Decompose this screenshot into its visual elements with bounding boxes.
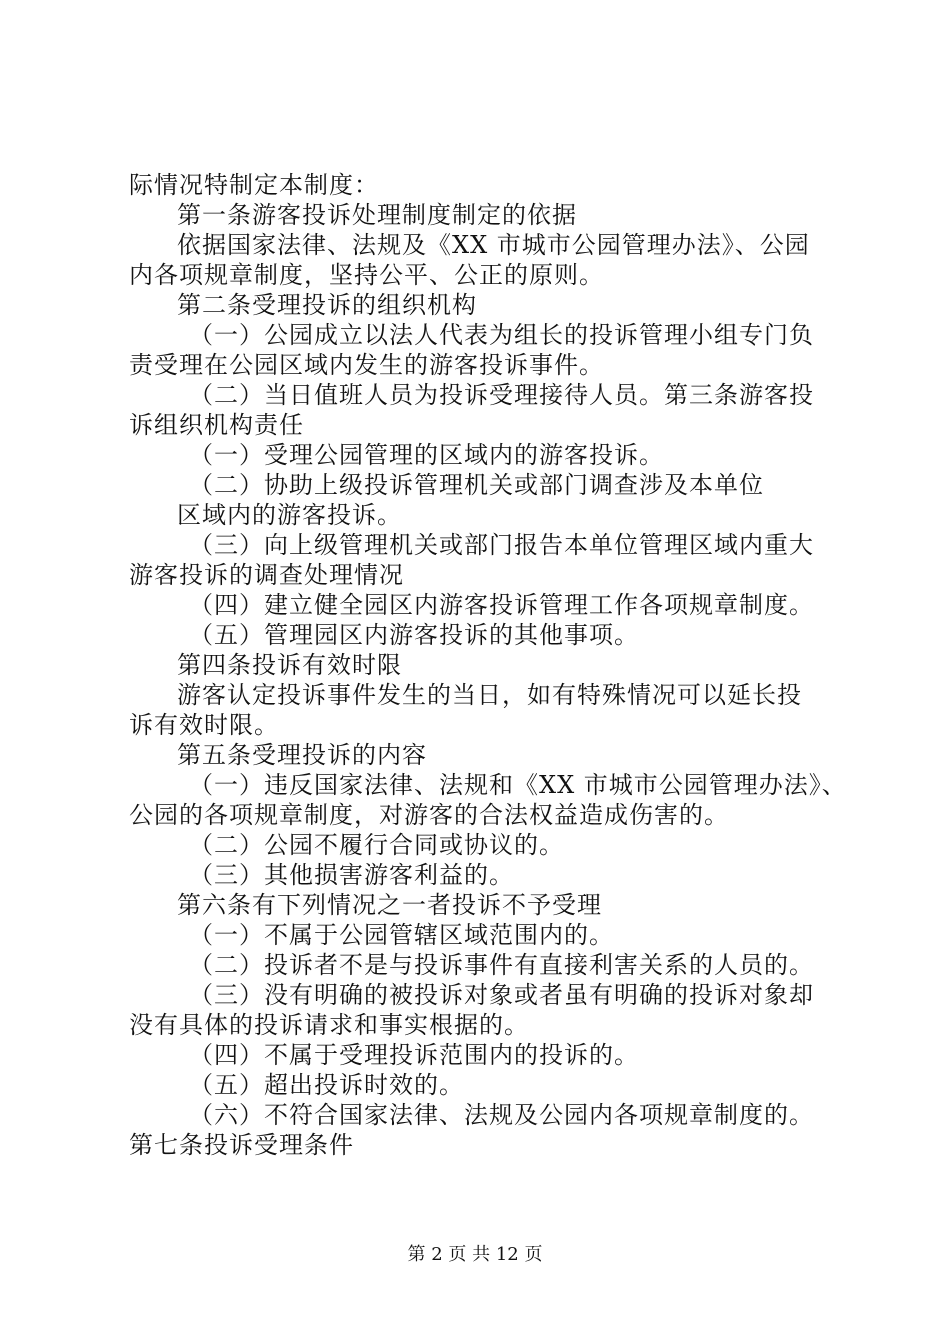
- text-line: （三）向上级管理机关或部门报告本单位管理区域内重大: [189, 531, 814, 559]
- text-line: （二）公园不履行合同或协议的。: [189, 831, 564, 859]
- text-line: （一）违反国家法律、法规和《XX 市城市公园管理办法》、: [189, 771, 847, 799]
- text-line: （一）不属于公园管辖区域范围内的。: [189, 921, 614, 949]
- text-line: 第一条游客投诉处理制度制定的依据: [177, 201, 577, 229]
- text-line: （五）管理园区内游客投诉的其他事项。: [189, 621, 639, 649]
- text-line: 际情况特制定本制度：: [129, 171, 379, 199]
- text-line: 第五条受理投诉的内容: [177, 741, 427, 769]
- text-line: （二）投诉者不是与投诉事件有直接利害关系的人员的。: [189, 951, 814, 979]
- text-line: （六）不符合国家法律、法规及公园内各项规章制度的。: [189, 1101, 814, 1129]
- text-line: 内各项规章制度，坚持公平、公正的原则。: [129, 261, 604, 289]
- text-line: 责受理在公园区域内发生的游客投诉事件。: [129, 351, 604, 379]
- text-line: 诉有效时限。: [129, 711, 279, 739]
- text-line: （二）当日值班人员为投诉受理接待人员。第三条游客投: [189, 381, 814, 409]
- text-line: 依据国家法律、法规及《XX 市城市公园管理办法》、公园: [177, 231, 810, 259]
- text-line: （五）超出投诉时效的。: [189, 1071, 464, 1099]
- text-line: （二）协助上级投诉管理机关或部门调查涉及本单位: [189, 471, 764, 499]
- text-line: （三）其他损害游客利益的。: [189, 861, 514, 889]
- text-line: 第六条有下列情况之一者投诉不予受理: [177, 891, 602, 919]
- text-line: 游客投诉的调查处理情况: [129, 561, 404, 589]
- text-line: 区域内的游客投诉。: [177, 501, 402, 529]
- text-line: 第四条投诉有效时限: [177, 651, 402, 679]
- text-line: 诉组织机构责任: [129, 411, 304, 439]
- text-line: 第七条投诉受理条件: [129, 1131, 354, 1159]
- text-line: （四）不属于受理投诉范围内的投诉的。: [189, 1041, 639, 1069]
- text-line: （一）受理公园管理的区域内的游客投诉。: [189, 441, 664, 469]
- text-line: 游客认定投诉事件发生的当日，如有特殊情况可以延长投: [177, 681, 802, 709]
- text-line: （三）没有明确的被投诉对象或者虽有明确的投诉对象却: [189, 981, 814, 1009]
- text-line: （四）建立健全园区内游客投诉管理工作各项规章制度。: [189, 591, 814, 619]
- text-line: 公园的各项规章制度，对游客的合法权益造成伤害的。: [129, 801, 729, 829]
- text-line: 第二条受理投诉的组织机构: [177, 291, 477, 319]
- text-line: 没有具体的投诉请求和事实根据的。: [129, 1011, 529, 1039]
- document-body: [129, 170, 849, 1160]
- page-footer: 第 2 页 共 12 页: [407, 1244, 543, 1265]
- text-line: （一）公园成立以法人代表为组长的投诉管理小组专门负: [189, 321, 814, 349]
